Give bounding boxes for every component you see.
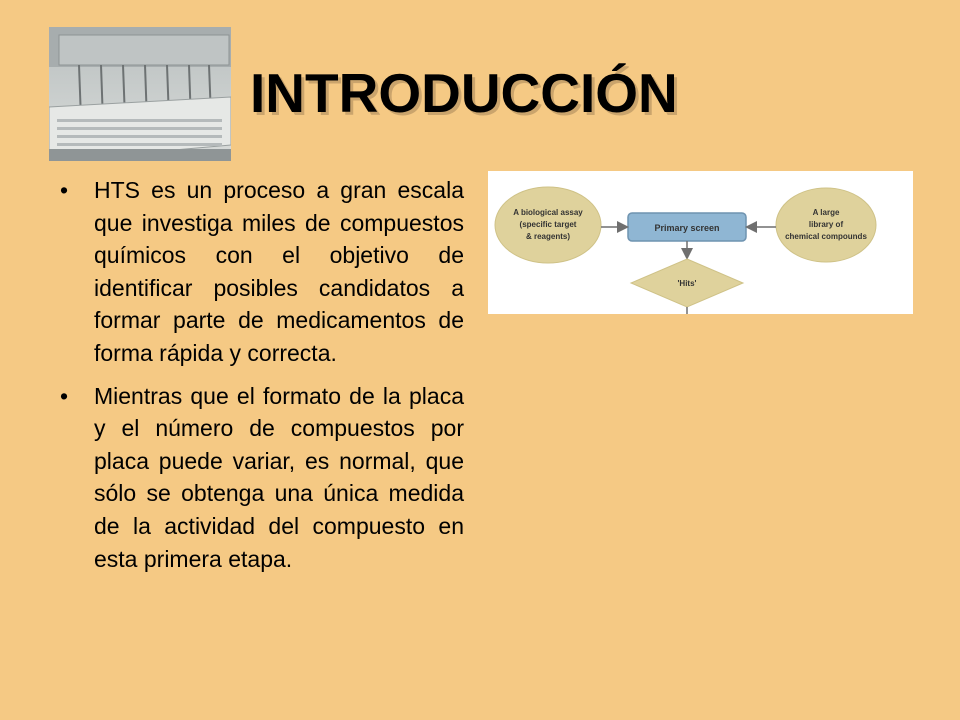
bullet-item (60, 174, 464, 370)
pipette-plate-image (49, 27, 231, 161)
bullet-marker: • (60, 382, 69, 409)
assay-label-line2: (specific target (519, 220, 577, 229)
primary-screen-label: Primary screen (654, 223, 720, 233)
bullet-text: Mientras que el formato de la placa y el número de compuestos por placa puede variar, es normal, que sólo se obtenga una única medida de la actividad del compuesto en esta primera etapa. (94, 382, 464, 572)
bullet-list (60, 174, 464, 585)
bullet-item (60, 380, 464, 576)
bullet-text: HTS es un proceso a gran escala que investiga miles de compuestos químicos con el objetivo de identificar posibles candidatos a formar parte de medicamentos de forma rápida y correcta. (94, 177, 464, 366)
slide-title: INTRODUCCIÓN (250, 62, 678, 124)
assay-label-line1: A biological assay (513, 208, 583, 217)
bullet-marker: • (60, 177, 69, 203)
lab-equipment-photo (49, 27, 231, 161)
library-label-line1: A large (812, 208, 840, 217)
hts-flow-diagram (488, 171, 913, 314)
assay-label-line3: & reagents) (525, 232, 571, 241)
hits-label: 'Hits' (677, 279, 697, 288)
library-label-line3: chemical compounds (785, 232, 867, 241)
library-label-line2: library of (808, 220, 844, 229)
